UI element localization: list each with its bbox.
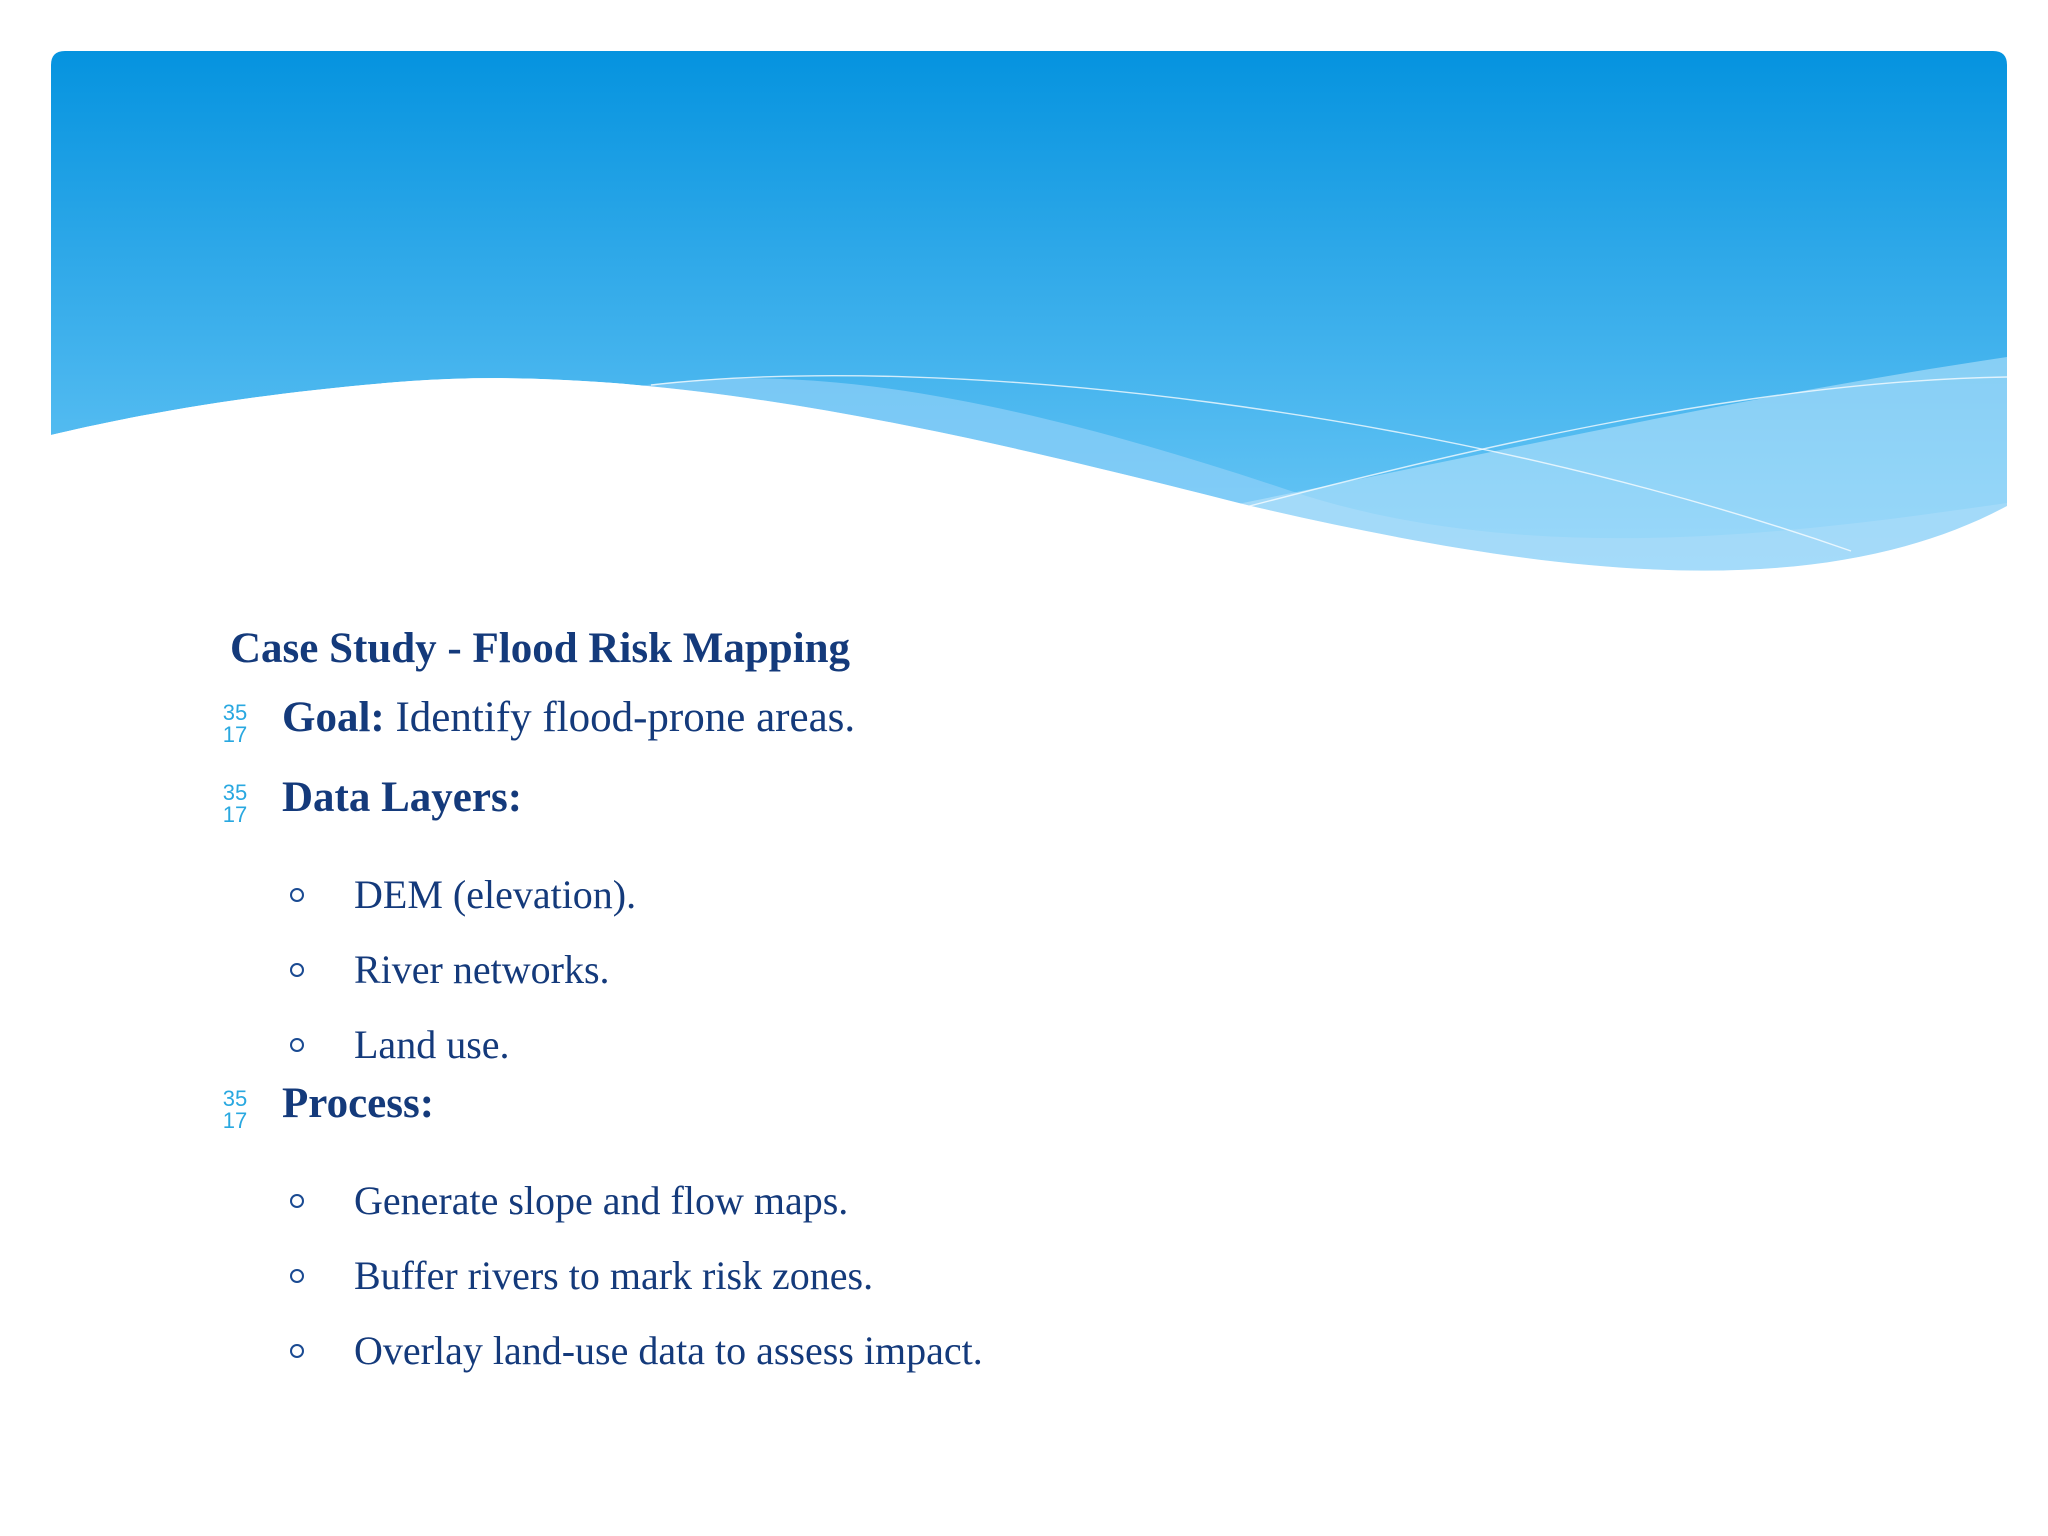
circle-bullet-icon xyxy=(290,963,304,977)
circle-bullet-icon xyxy=(290,1038,304,1052)
circle-bullet-icon xyxy=(290,888,304,902)
sub-bullet-text: Generate slope and flow maps. xyxy=(354,1178,849,1223)
sub-bullet-text: Overlay land-use data to assess impact. xyxy=(354,1328,983,1373)
slide-title: Case Study - Flood Risk Mapping xyxy=(230,625,851,672)
circle-bullet-icon xyxy=(290,1344,304,1358)
sub-bullet-text: DEM (elevation). xyxy=(354,872,637,917)
bullet-label: Data Layers: xyxy=(282,774,523,821)
bullet-glyph-icon: 35 17 xyxy=(222,1086,248,1133)
circle-bullet-icon xyxy=(290,1269,304,1283)
sub-bullet-text: Land use. xyxy=(354,1022,510,1067)
bullet-text: Identify flood-prone areas. xyxy=(384,694,856,741)
sub-bullet-text: River networks. xyxy=(354,947,610,992)
bullet-glyph-icon: 35 17 xyxy=(222,780,248,827)
bullet-glyph-icon: 35 17 xyxy=(222,700,248,747)
bullet-label: Goal: xyxy=(282,694,385,741)
bullet-label: Process: xyxy=(282,1080,435,1127)
circle-bullet-icon xyxy=(290,1194,304,1208)
sub-bullet-text: Buffer rivers to mark risk zones. xyxy=(354,1253,874,1298)
